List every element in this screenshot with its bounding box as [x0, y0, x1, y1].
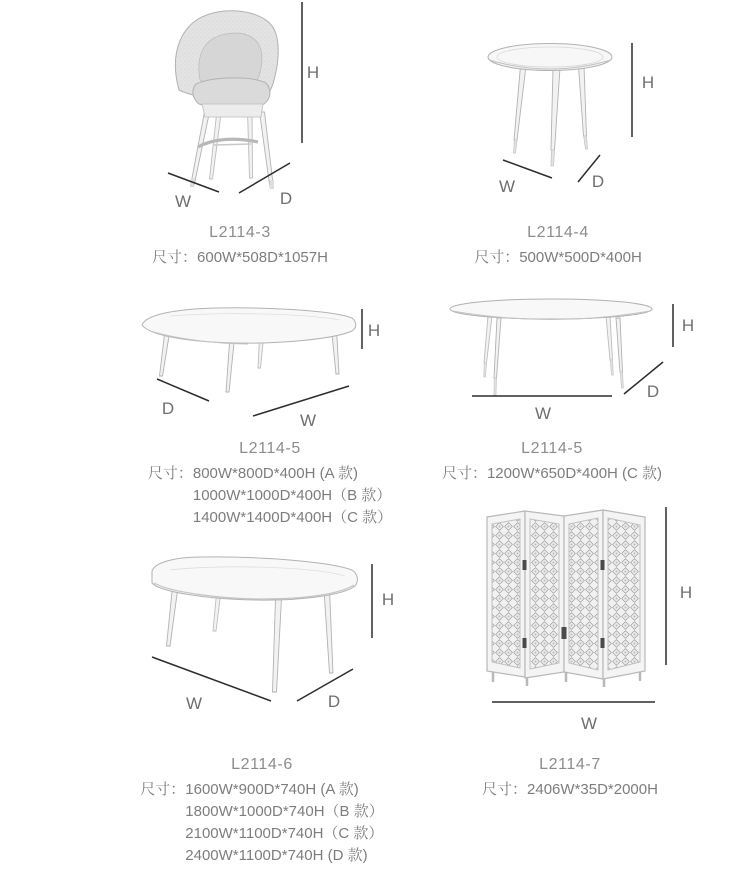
height-label: H [641, 73, 655, 92]
table-leg [616, 318, 623, 372]
round-side-table-sketch [488, 44, 612, 167]
table-leg [606, 316, 613, 360]
dimension-line-text: 尺寸：1200W*650D*400H (C 款) [441, 465, 663, 482]
height-label: H [367, 321, 381, 340]
table-leg [226, 343, 234, 392]
chair-footrest-bar [214, 144, 251, 145]
screen-panel-lattice [530, 519, 559, 669]
product-block-l2114-3 [60, 224, 420, 269]
product-dimensions [148, 463, 392, 529]
table-foot [620, 372, 623, 388]
table-foot [551, 150, 555, 166]
dimension-line-text: 尺寸：2406W*35D*2000H [482, 781, 658, 798]
width-label: W [498, 177, 516, 196]
depth-dimension-line [297, 669, 353, 701]
chair-seat-base [202, 104, 263, 117]
table-leg [167, 587, 179, 646]
table-top [142, 308, 356, 343]
depth-label: D [646, 382, 660, 401]
table-leg [494, 318, 501, 378]
depth-label: D [279, 189, 293, 208]
screen-panel-lattice [608, 518, 640, 670]
table-foot [584, 136, 588, 149]
dimension-line-text: 1000W*1000D*400H（B 款） [192, 487, 392, 504]
width-label: W [580, 714, 598, 733]
table-leg [484, 316, 492, 363]
product-block-l2114-5-right [372, 440, 732, 485]
product-code: L2114-5 [239, 440, 301, 457]
product-dimensions [140, 779, 383, 867]
depth-dimension-line [157, 379, 209, 401]
product-dimensions [442, 463, 662, 485]
oval-coffee-table-sketch [450, 299, 652, 395]
width-label: W [174, 192, 192, 211]
height-label: H [306, 63, 320, 82]
dining-table-sketch [152, 557, 357, 692]
product-code: L2114-5 [521, 440, 583, 457]
product-code: L2114-4 [527, 224, 589, 241]
product-block-l2114-6 [82, 756, 442, 867]
dimension-line-text: 尺寸：1600W*900D*740H (A 款) [140, 781, 359, 798]
table-foot [494, 378, 497, 395]
bar-chair-sketch [175, 11, 278, 188]
dimension-line-text: 2400W*1100D*740H (D 款) [185, 847, 368, 864]
dimension-line-text: 1800W*1000D*740H（B 款） [185, 803, 384, 820]
table-foot [514, 140, 518, 153]
product-block-l2114-4 [378, 224, 738, 269]
table-foot [484, 363, 487, 377]
dimension-line-text: 尺寸：500W*500D*400H [474, 249, 642, 266]
table-foot [610, 360, 613, 375]
height-label: H [381, 590, 395, 609]
product-code: L2114-6 [231, 756, 293, 773]
folding-screen-sketch [487, 510, 645, 687]
dimension-line-text: 尺寸：600W*508D*1057H [152, 249, 328, 266]
width-label: W [185, 694, 203, 713]
dimension-line-text: 2100W*1100D*740H（C 款） [185, 825, 384, 842]
product-dimensions [482, 779, 658, 801]
chair-leg [191, 112, 210, 186]
depth-label: D [591, 172, 605, 191]
width-label: W [299, 411, 317, 430]
square-coffee-table-sketch [142, 308, 356, 392]
width-dimension-line [152, 657, 271, 701]
width-dimension-line [503, 160, 552, 178]
screen-panel-lattice [492, 519, 520, 668]
product-block-l2114-7 [390, 756, 750, 801]
depth-label: D [161, 399, 175, 418]
table-leg [514, 66, 526, 140]
dimension-line-text: 1400W*1400D*400H（C 款） [192, 509, 393, 526]
product-dimensions [152, 247, 328, 269]
table-top [488, 44, 612, 71]
depth-label: D [327, 692, 341, 711]
width-label: W [534, 404, 552, 423]
product-dimensions [474, 247, 642, 269]
table-leg [579, 66, 587, 136]
height-label: H [679, 583, 693, 602]
table-top [450, 299, 652, 319]
product-code: L2114-3 [209, 224, 271, 241]
dimension-line-text: 尺寸：800W*800D*400H (A 款) [147, 465, 358, 482]
chair-foot [270, 180, 275, 188]
screen-panel-lattice [569, 518, 598, 670]
height-label: H [681, 316, 695, 335]
product-code: L2114-7 [539, 756, 601, 773]
table-leg [551, 68, 560, 150]
table-leg [273, 598, 282, 692]
table-leg [324, 590, 333, 673]
